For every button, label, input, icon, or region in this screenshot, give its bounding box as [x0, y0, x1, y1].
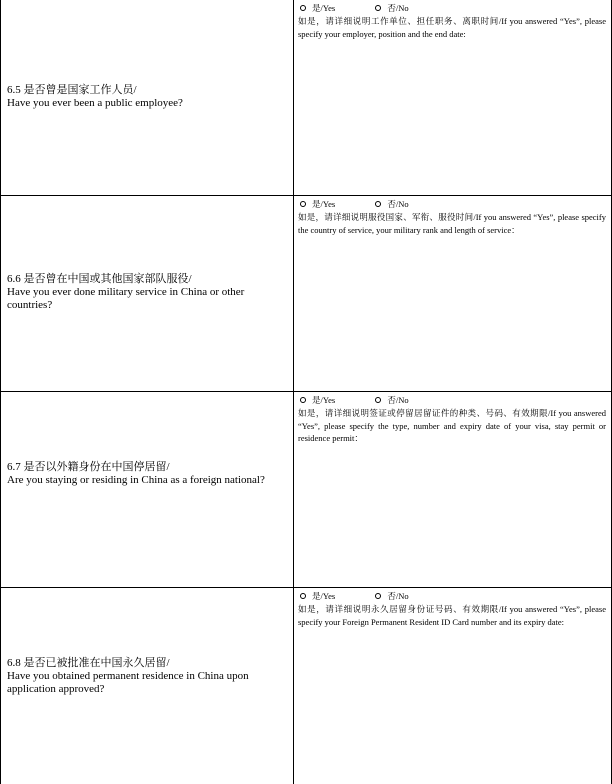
question-6-6	[7, 273, 285, 312]
no-option[interactable]: 否/No	[373, 395, 408, 406]
column-divider	[293, 0, 294, 784]
question-6-5	[7, 84, 285, 110]
question-6-8-cn: 6.8 是否已被批准在中国永久居留/	[7, 657, 170, 669]
row-divider	[1, 195, 612, 196]
detail-instructions: 如是，请详细说明工作单位、担任职务、离职时间/If you answered “Yes”, please specify your employer, position and the end date:	[298, 16, 606, 39]
radio-icon[interactable]	[300, 5, 306, 11]
no-option[interactable]: 否/No	[373, 591, 408, 602]
row-divider	[1, 587, 612, 588]
question-6-5-en: Have you ever been a public employee?	[7, 97, 183, 109]
radio-icon[interactable]	[375, 5, 381, 11]
yes-option[interactable]: 是/Yes	[298, 199, 335, 210]
answer-6-5	[298, 3, 606, 40]
no-option[interactable]: 否/No	[373, 199, 408, 210]
detail-instructions: 如是，请详细说明永久居留身份证号码、有效期限/If you answered “Yes”, please specify your Foreign Permanent Resident ID Card number and its expiry date:	[298, 604, 606, 627]
radio-icon[interactable]	[375, 201, 381, 207]
no-option[interactable]: 否/No	[373, 3, 408, 14]
question-6-8-en: Have you obtained permanent residence in China upon application approved?	[7, 670, 249, 695]
yes-option[interactable]: 是/Yes	[298, 395, 335, 406]
answer-6-6	[298, 199, 606, 236]
yes-no-choices	[298, 199, 606, 210]
yes-no-choices	[298, 591, 606, 602]
yes-no-choices	[298, 3, 606, 14]
question-6-6-cn: 6.6 是否曾在中国或其他国家部队服役/	[7, 273, 192, 285]
yes-option[interactable]: 是/Yes	[298, 591, 335, 602]
question-6-7-en: Are you staying or residing in China as a foreign national?	[7, 474, 265, 486]
radio-icon[interactable]	[300, 593, 306, 599]
radio-icon[interactable]	[300, 201, 306, 207]
answer-6-8	[298, 591, 606, 628]
question-6-6-en: Have you ever done military service in China or other countries?	[7, 286, 245, 311]
question-6-7	[7, 461, 285, 487]
radio-icon[interactable]	[300, 397, 306, 403]
row-divider	[1, 391, 612, 392]
question-6-5-cn: 6.5 是否曾是国家工作人员/	[7, 84, 137, 96]
question-6-7-cn: 6.7 是否以外籍身份在中国停居留/	[7, 461, 170, 473]
radio-icon[interactable]	[375, 593, 381, 599]
detail-instructions: 如是，请详细说明签证或停留居留证件的种类、号码、有效期限/If you answered “Yes”, please specify the type, number and expiry date of your visa, stay permit or residence permit：	[298, 408, 606, 443]
radio-icon[interactable]	[375, 397, 381, 403]
yes-no-choices	[298, 395, 606, 406]
answer-6-7	[298, 395, 606, 445]
detail-instructions: 如是，请详细说明服役国家、军衔、服役时间/If you answered “Yes”, please specify the country of service, your military rank and length of service：	[298, 212, 606, 235]
question-6-8	[7, 657, 285, 696]
yes-option[interactable]: 是/Yes	[298, 3, 335, 14]
